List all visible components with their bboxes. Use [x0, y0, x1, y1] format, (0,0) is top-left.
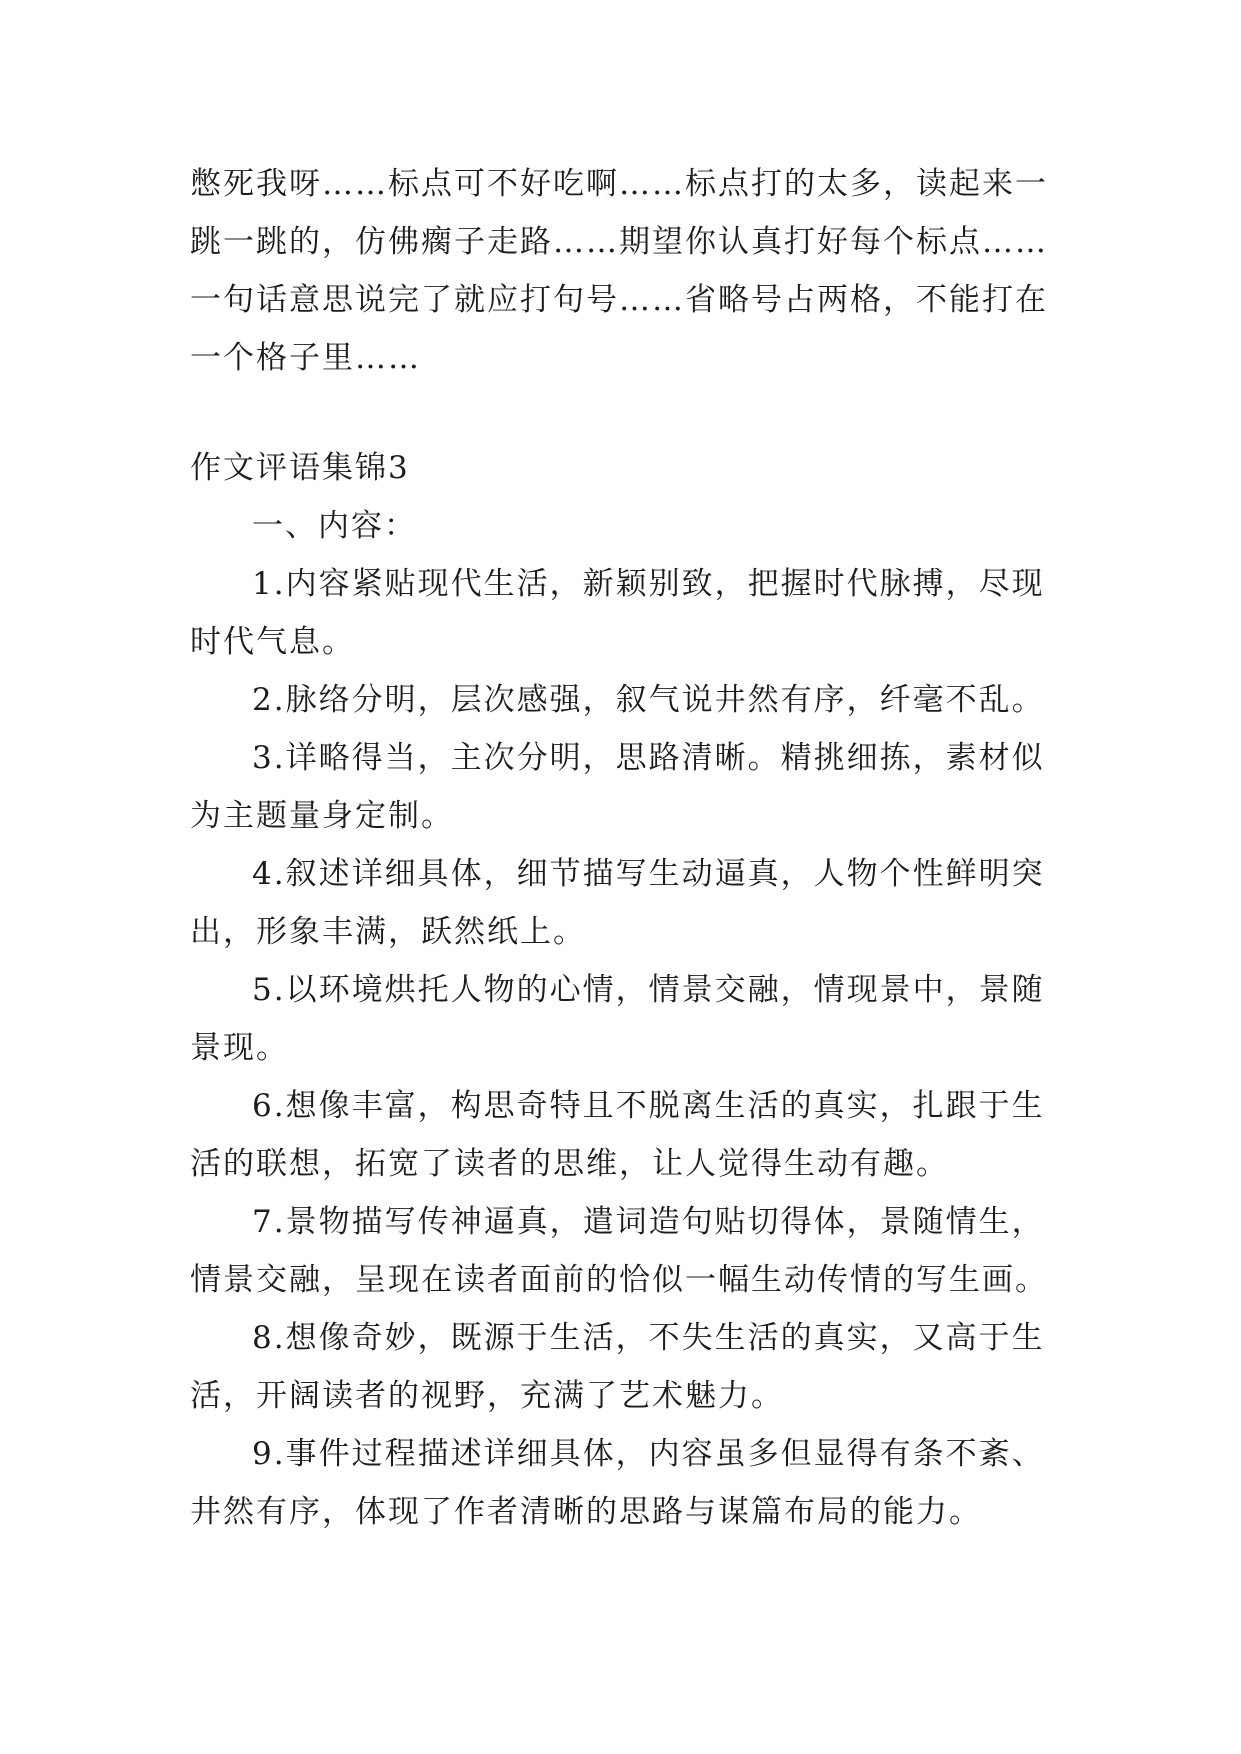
list-item: 4.叙述详细具体，细节描写生动逼真，人物个性鲜明突出，形象丰满，跃然纸上。 [190, 856, 1045, 950]
subsection-title: 一、内容： [252, 508, 417, 544]
list-item: 1.内容紧贴现代生活，新颖别致，把握时代脉搏，尽现时代气息。 [190, 566, 1045, 660]
list-item: 8.想像奇妙，既源于生活，不失生活的真实，又高于生活，开阔读者的视野，充满了艺术魅力。 [190, 1320, 1045, 1414]
section-heading: 作文评语集锦3 [190, 450, 410, 486]
document-body [190, 155, 1065, 1541]
list-item: 5.以环境烘托人物的心情，情景交融，情现景中，景随景现。 [190, 972, 1045, 1066]
list-item: 3.详略得当，主次分明，思路清晰。精挑细拣，素材似为主题量身定制。 [190, 740, 1045, 834]
list-item: 2.脉络分明，层次感强，叙气说井然有序，纤毫不乱。 [252, 682, 1045, 718]
list-item: 6.想像丰富，构思奇特且不脱离生活的真实，扎跟于生活的联想，拓宽了读者的思维，让人觉得生动有趣。 [190, 1088, 1045, 1182]
list-item: 7.景物描写传神逼真，遣词造句贴切得体，景随情生，情景交融，呈现在读者面前的恰似一幅生动传情的写生画。 [190, 1204, 1048, 1298]
intro-paragraph: 憋死我呀……标点可不好吃啊……标点打的太多，读起来一跳一跳的，仿佛瘸子走路……期望你认真打好每个标点……一句话意思说完了就应打句号……省略号占两格，不能打在一个格子里…… [190, 166, 1048, 376]
list-item: 9.事件过程描述详细具体，内容虽多但显得有条不紊、井然有序，体现了作者清晰的思路与谋篇布局的能力。 [190, 1436, 1045, 1530]
